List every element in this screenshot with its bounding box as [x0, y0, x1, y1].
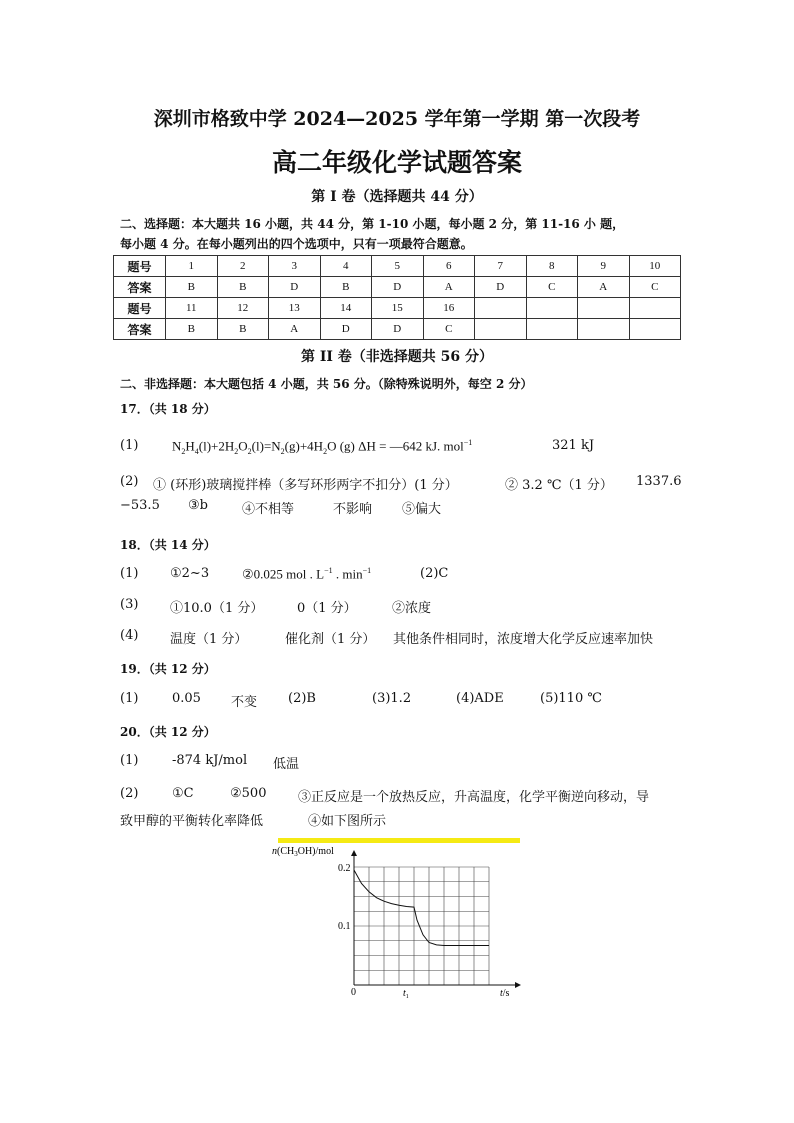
- question-number: 7: [475, 256, 527, 277]
- q17-1-equation: $N_2H_4(l)+2H_2O_2(l)=N_2(g)+4H_2O$ (g) ΔH = —642 kJ. mol$^{-1}$: [172, 438, 473, 456]
- part2-instruction: 二、非选择题：本大题包括 4 小题，共 56 分。（除特殊说明外，每空 2 分）: [120, 377, 533, 391]
- question-number: 1: [166, 256, 218, 277]
- q18-heading: 18．（共 14 分）: [120, 538, 216, 552]
- q18-2-answer: (2)C: [420, 566, 449, 581]
- answer-cell: B: [166, 319, 218, 340]
- question-number: [475, 298, 527, 319]
- q19-1-answer2: 不变: [231, 695, 258, 710]
- answer-table: [113, 255, 681, 340]
- table-row: [114, 298, 681, 319]
- answer-cell: D: [372, 319, 424, 340]
- answer-cell: B: [217, 319, 269, 340]
- q20-1-answer1: -874 kJ/mol: [172, 753, 248, 768]
- answer-cell: [629, 319, 681, 340]
- q20-1-answer2: 低温: [273, 757, 300, 772]
- q17-heading: 17．（共 18 分）: [120, 402, 216, 416]
- row-label: 题号: [114, 256, 166, 277]
- table-row: [114, 319, 681, 340]
- y-tick-label: 0.2: [338, 863, 351, 874]
- answer-cell: B: [320, 277, 372, 298]
- q17-2-answer1: ① (环形)玻璃搅拌棒（多写环形两字不扣分）(1 分）: [153, 478, 458, 493]
- methanol-chart: [270, 843, 530, 1003]
- q20-answer4: ④如下图所示: [308, 814, 387, 829]
- answer-cell: [578, 319, 630, 340]
- table-row: [114, 277, 681, 298]
- question-number: 15: [372, 298, 424, 319]
- part1-title: 第 I 卷（选择题共 44 分）: [311, 189, 483, 205]
- origin-label: 0: [351, 987, 356, 998]
- q20-heading: 20．（共 12 分）: [120, 725, 216, 739]
- q17-1-answer2: 321 kJ: [552, 438, 595, 453]
- q18-4-answer1: 温度（1 分）: [170, 632, 248, 647]
- q18-4-answer3: 其他条件相同时，浓度增大化学反应速率加快: [393, 632, 654, 647]
- q18-3-answer1: ①10.0（1 分）: [170, 601, 264, 616]
- question-number: 16: [423, 298, 475, 319]
- y-axis-label: $n(CH_3OH)$/mol: [272, 846, 334, 858]
- answer-cell: B: [166, 277, 218, 298]
- q17-2-number: (2): [120, 474, 139, 489]
- q18-3-number: (3): [120, 597, 139, 612]
- q18-1-answer2: ②0.025 mol . $L^{-1}$ . $\min^{-1}$: [242, 566, 372, 582]
- question-number: 6: [423, 256, 475, 277]
- q17-answer5: ③b: [188, 498, 208, 513]
- document-title: 高二年级化学试题答案: [271, 148, 522, 177]
- row-label: 题号: [114, 298, 166, 319]
- question-number: 12: [217, 298, 269, 319]
- question-number: 3: [269, 256, 321, 277]
- q17-answer6: ④不相等: [242, 502, 295, 517]
- question-number: 4: [320, 256, 372, 277]
- q17-1-number: (1): [120, 438, 139, 453]
- q19-heading: 19．（共 12 分）: [120, 662, 216, 676]
- q17-2-answer3: 1337.6: [636, 474, 682, 489]
- school-title: 深圳市格致中学 2024—2025 学年第一学期 第一次段考: [153, 108, 641, 130]
- answer-cell: D: [372, 277, 424, 298]
- question-number: 13: [269, 298, 321, 319]
- question-number: 9: [578, 256, 630, 277]
- answer-cell: A: [423, 277, 475, 298]
- q19-1-answer1: 0.05: [172, 691, 201, 706]
- row-label: 答案: [114, 319, 166, 340]
- q17-answer4: −53.5: [120, 498, 160, 513]
- y-tick-label: 0.1: [338, 921, 351, 932]
- part2-title: 第 II 卷（非选择题共 56 分）: [300, 349, 494, 365]
- answer-cell: A: [269, 319, 321, 340]
- answer-cell: [475, 319, 527, 340]
- q17-answer8: ⑤偏大: [402, 502, 442, 517]
- question-number: [526, 298, 578, 319]
- q20-2-answer1: ①C: [172, 786, 194, 801]
- x-axis-label: t/s: [500, 988, 510, 999]
- q18-4-answer2: 催化剂（1 分）: [285, 632, 376, 647]
- q20-2-answer2: ②500: [230, 786, 267, 801]
- q18-1-answer1: ①2~3: [170, 566, 210, 581]
- question-number: [629, 298, 681, 319]
- chart-grid: [354, 867, 489, 985]
- q18-3-answer3: ②浓度: [392, 601, 432, 616]
- answer-cell: D: [269, 277, 321, 298]
- q18-1-number: (1): [120, 566, 139, 581]
- q19-4-answer: (4)ADE: [456, 691, 504, 706]
- q19-2-answer: (2)B: [288, 691, 316, 706]
- question-number: 11: [166, 298, 218, 319]
- q19-1-number: (1): [120, 691, 139, 706]
- answer-cell: [526, 319, 578, 340]
- question-number: [578, 298, 630, 319]
- part1-instruction-line1: 二、选择题：本大题共 16 小题，共 44 分，第 1-10 小题，每小题 2 分，第 11-16 小 题，: [120, 217, 625, 231]
- q20-2-answer3: ③正反应是一个放热反应，升高温度，化学平衡逆向移动，导: [298, 790, 650, 805]
- series-line-ch3oh: [354, 870, 489, 946]
- part1-instruction-line2: 每小题 4 分。在每小题列出的四个选项中，只有一项最符合题意。: [120, 237, 473, 251]
- t1-label: $t_1$: [403, 988, 409, 1000]
- answer-cell: A: [578, 277, 630, 298]
- q20-2-number: (2): [120, 786, 139, 801]
- q20-1-number: (1): [120, 753, 139, 768]
- question-number: 2: [217, 256, 269, 277]
- row-label: 答案: [114, 277, 166, 298]
- q20-answer3-cont: 致甲醇的平衡转化率降低: [120, 814, 264, 829]
- question-number: 5: [372, 256, 424, 277]
- question-number: 8: [526, 256, 578, 277]
- answer-cell: D: [475, 277, 527, 298]
- table-row: [114, 256, 681, 277]
- q19-3-answer: (3)1.2: [372, 691, 412, 706]
- q17-2-answer2: ② 3.2 ℃（1 分）: [505, 478, 613, 493]
- answer-cell: B: [217, 277, 269, 298]
- q19-5-answer: (5)110 ℃: [540, 691, 602, 706]
- q18-3-answer2: 0（1 分）: [297, 601, 357, 616]
- question-number: 14: [320, 298, 372, 319]
- question-number: 10: [629, 256, 681, 277]
- answer-cell: C: [423, 319, 475, 340]
- q18-4-number: (4): [120, 628, 139, 643]
- q17-answer7: 不影响: [333, 502, 373, 517]
- answer-cell: D: [320, 319, 372, 340]
- answer-cell: C: [629, 277, 681, 298]
- answer-cell: C: [526, 277, 578, 298]
